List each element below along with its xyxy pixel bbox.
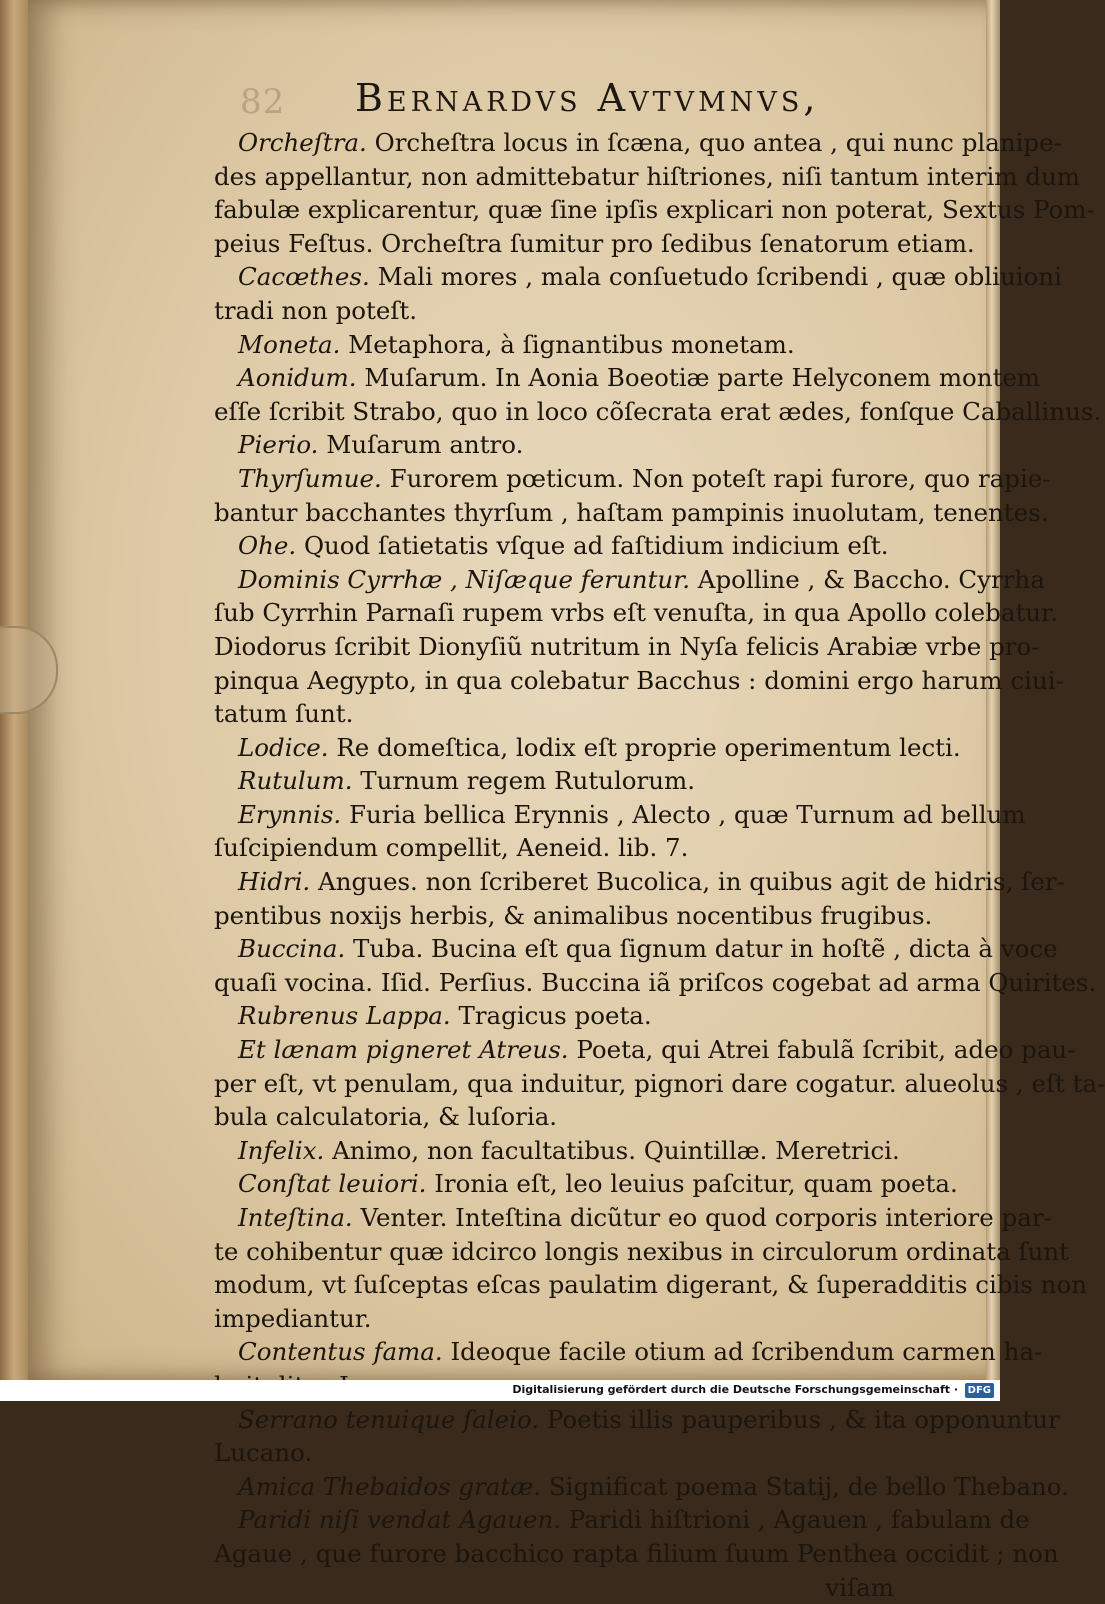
line-text: Tuba. Bucina eſt qua ſignum datur in hoſtẽ , dicta à voce [345, 934, 1058, 964]
line-text: Venter. Inteſtina dicũtur eo quod corporis interiore par- [352, 1203, 1052, 1232]
text-line [214, 1201, 1052, 1235]
lemma: Thyrſumue. [238, 463, 382, 493]
lemma: Rubrenus Lappa. [238, 1001, 451, 1031]
text-line [214, 1033, 1076, 1067]
text-line [214, 1537, 1059, 1571]
line-text: modum, vt ſuſceptas eſcas paulatim digerant, & ſuperadditis cibis non [214, 1270, 1087, 1300]
lemma: Erynnis. [238, 799, 342, 829]
text-line [214, 160, 1081, 194]
line-text: pentibus noxijs herbis, & animalibus nocentibus frugibus. [214, 900, 933, 930]
lemma: Aonidum. [238, 363, 357, 393]
line-text: te cohibentur quæ idcirco longis nexibus in circulorum ordinata ſunt [214, 1236, 1069, 1266]
text-line [214, 697, 894, 731]
line-text: tatum ſunt. [214, 699, 354, 729]
line-text: Metaphora, à ſignantibus monetam. [340, 329, 795, 359]
line-text: Angues. non ſcriberet Bucolica, in quibus agit de hidris, ſer- [310, 867, 1065, 897]
lemma: Pierio. [238, 430, 319, 460]
lemma: Cacœthes. [238, 262, 370, 292]
line-text: Re domeſtica, lodix eſt proprie operimentum lecti. [328, 732, 961, 762]
lemma: Amica Thebaidos gratæ. [238, 1471, 542, 1501]
footer-credit: Digitalisierung gefördert durch die Deutsche Forschungsgemeinschaft · [512, 1383, 958, 1396]
running-head: Bernardvs Avtvmnvs, [355, 76, 820, 120]
dfg-logo: DFG [965, 1383, 994, 1398]
text-line [214, 1403, 1060, 1437]
line-text: Ironia eſt, leo leuius paſcitur, quam poeta. [426, 1169, 958, 1199]
line-text: Apolline , & Baccho. Cyrrha [690, 564, 1045, 594]
line-text: ſuſcipiendum compellit, Aeneid. lib. 7. [214, 833, 689, 863]
lemma: Ohe. [238, 531, 297, 561]
line-text: peius Feſtus. Orcheſtra ſumitur pro ſedibus ſenatorum etiam. [214, 228, 975, 258]
line-text: per eſt, vt penulam, qua induitur, pignori dare cogatur. alueolus , eſt ta- [214, 1068, 1105, 1098]
line-text: Mali mores , mala conſuetudo ſcribendi , quæ obliuioni [369, 262, 1062, 292]
text-line [214, 395, 1102, 429]
lemma: Contentus fama. [238, 1337, 443, 1367]
page-header [0, 70, 1000, 130]
text-line [214, 1235, 1069, 1269]
lemma: Serrano tenuique ſaleio. [238, 1404, 540, 1434]
text-line [214, 1067, 1105, 1101]
text-line [214, 1167, 958, 1201]
text-line [214, 361, 1041, 395]
text-line [214, 630, 1040, 664]
lemma: Conſtat leuiori. [238, 1169, 427, 1199]
lemma: Moneta. [238, 329, 341, 359]
line-text: bantur bacchantes thyrſum , haſtam pampinis inuolutam, tenentes. [214, 497, 1049, 527]
line-text: Diodorus ſcribit Dionyſiũ nutritum in Nyſa felicis Arabiæ vrbe pro- [214, 631, 1040, 661]
text-line [214, 294, 894, 328]
lemma: Et lænam pigneret Atreus. [238, 1035, 569, 1065]
text-line [214, 529, 894, 563]
line-text: Muſarum antro. [318, 430, 524, 460]
text-line [214, 596, 1058, 630]
line-text: Ideoque facile otium ad ſcribendum carmen ha- [442, 1337, 1043, 1367]
line-text: Animo, non facultatibus. Quintillæ. Meretrici. [324, 1135, 900, 1165]
text-line [214, 126, 1062, 160]
lemma: Infelix. [238, 1135, 325, 1165]
line-text: viſam [825, 1572, 894, 1602]
line-text: Lucano. [214, 1438, 313, 1468]
line-text: bula calculatoria, & luſoria. [214, 1102, 558, 1132]
lemma: Hidri. [238, 867, 311, 897]
line-text: Furia bellica Erynnis , Alecto , quæ Turnum ad bellum [341, 799, 1026, 829]
page-number: 82 [240, 82, 286, 122]
line-text: Significat poema Statij, de bello Thebano. [541, 1471, 1069, 1501]
text-line [214, 227, 975, 261]
text-line [214, 798, 1026, 832]
text-line [214, 462, 1051, 496]
text-line [214, 1268, 1087, 1302]
text-line [214, 496, 1049, 530]
line-text: Turnum regem Rutulorum. [352, 766, 696, 796]
line-text: Agaue , que furore bacchico rapta filium ſuum Penthea occidit ; non [214, 1538, 1059, 1568]
text-line [214, 563, 1045, 597]
text-line [214, 1470, 1069, 1504]
text-line [214, 428, 894, 462]
text-line [214, 932, 1058, 966]
footer-bar [0, 1380, 1000, 1401]
lemma: Rutulum. [238, 766, 353, 796]
text-line [214, 1100, 894, 1134]
line-text: pinqua Aegypto, in qua colebatur Bacchus : domini ergo harum ciui- [214, 665, 1064, 695]
line-text: Muſarum. In Aonia Boeotiæ parte Helyconem montem [356, 363, 1041, 393]
line-text: Quod ſatietatis vſque ad faſtidium indicium eſt. [296, 531, 889, 561]
text-line [214, 1335, 1043, 1369]
text-line [214, 1503, 1030, 1537]
text-line [214, 328, 894, 362]
line-text: Furorem pœticum. Non poteſt rapi furore, quo rapie- [381, 463, 1051, 493]
text-line [214, 1302, 894, 1336]
lemma: Lodice. [238, 732, 329, 762]
line-text: eſſe ſcribit Strabo, quo in loco cõſecrata erat ædes, fonſque Caballinus. [214, 396, 1102, 426]
lemma: Paridi niſi vendat Agauen. [238, 1505, 562, 1535]
line-text: impediantur. [214, 1303, 372, 1333]
lemma: Dominis Cyrrhæ , Niſæque feruntur. [238, 564, 691, 594]
text-line [214, 999, 894, 1033]
lemma: Orcheſtra. [238, 128, 367, 157]
line-text: ſub Cyrrhin Parnaſi rupem vrbs eſt venuſta, in qua Apollo colebatur. [214, 598, 1058, 628]
lemma: Inteſtina. [238, 1203, 353, 1232]
line-text: Poetis illis pauperibus , & ita opponuntur [539, 1404, 1060, 1434]
line-text: Tragicus poeta. [450, 1001, 652, 1031]
text-line [214, 764, 894, 798]
line-text: des appellantur, non admittebatur hiſtriones, niſi tantum interim dum [214, 161, 1081, 191]
text-line [214, 260, 1062, 294]
line-text: Poeta, qui Atrei fabulã ſcribit, adeo pau- [568, 1035, 1076, 1065]
line-text: quaſi vocina. Iſid. Perſius. Buccina iã priſcos cogebat ad arma Quirites. [214, 967, 1097, 997]
text-line [214, 831, 894, 865]
text-line [214, 731, 961, 765]
text-line [214, 664, 1064, 698]
line-text: fabulæ explicarentur, quæ ſine ipſis explicari non poterat, Sextus Pom- [214, 195, 1095, 225]
text-line [214, 966, 1097, 1000]
text-line [214, 193, 1095, 227]
text-line [214, 899, 933, 933]
line-text: tradi non poteſt. [214, 295, 418, 325]
text-line [214, 1436, 894, 1470]
lemma: Buccina. [238, 934, 346, 964]
line-text: Paridi hiſtrioni , Agauen , fabulam de [561, 1505, 1030, 1535]
line-text: Orcheſtra locus in ſcæna, quo antea , qui nunc planipe- [366, 128, 1062, 157]
text-line [214, 1134, 900, 1168]
text-line [214, 865, 1065, 899]
text-line [214, 1571, 894, 1604]
